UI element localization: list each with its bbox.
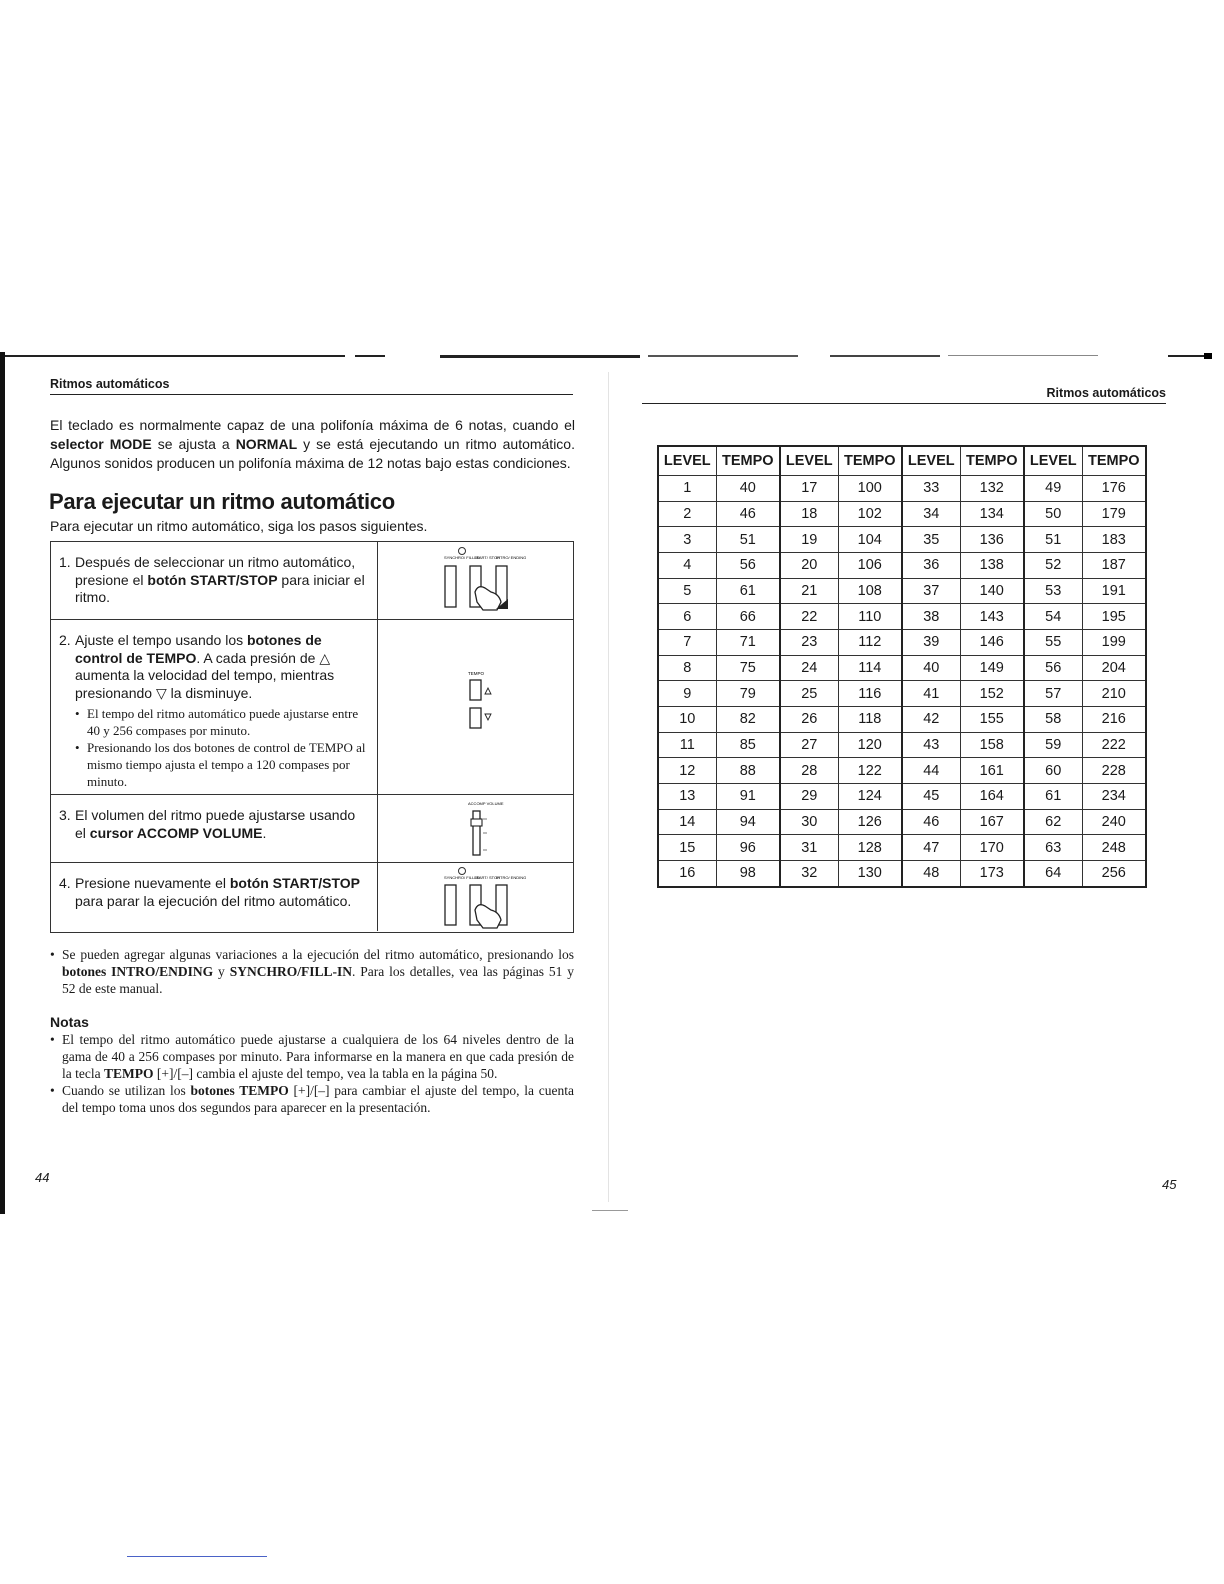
level-cell: 56 xyxy=(1024,655,1082,681)
tempo-cell: 187 xyxy=(1082,552,1146,578)
tempo-cell: 104 xyxy=(838,527,902,553)
level-cell: 37 xyxy=(902,578,960,604)
tempo-cell: 71 xyxy=(716,629,780,655)
level-cell: 31 xyxy=(780,835,838,861)
table-row xyxy=(658,732,1146,758)
level-cell: 47 xyxy=(902,835,960,861)
column-header: TEMPO xyxy=(960,446,1024,476)
level-cell: 28 xyxy=(780,758,838,784)
table-row xyxy=(658,809,1146,835)
tempo-cell: 108 xyxy=(838,578,902,604)
step-4-text: 4. Presione nuevamente el botón START/STOP para parar la ejecución del ritmo automático. xyxy=(51,863,378,931)
tempo-cell: 46 xyxy=(716,501,780,527)
tempo-cell: 118 xyxy=(838,706,902,732)
step-1-text: 1. Después de seleccionar un ritmo automático, presione el botón START/STOP para iniciar el ritmo. xyxy=(51,542,378,619)
step-2-text: 2. Ajuste el tempo usando los botones de control de TEMPO. A cada presión de △ aumenta la velocidad del tempo, mientras presionando ▽ la disminuye. • El tempo del ritmo automático puede ajustarse entre 40 y 256 compases por minuto. • Presionando los dos botones de control de TEMPO al mismo tiempo ajusta el tempo a 120 compases por minuto. xyxy=(51,620,378,794)
right-page-header: Ritmos automáticos xyxy=(642,386,1166,404)
up-triangle-icon xyxy=(485,688,491,694)
level-cell: 43 xyxy=(902,732,960,758)
step-2-bullet: • Presionando los dos botones de control de TEMPO al mismo tiempo ajusta el tempo a 120 compases por minuto. xyxy=(75,739,369,790)
tempo-cell: 176 xyxy=(1082,476,1146,502)
level-cell: 27 xyxy=(780,732,838,758)
tempo-cell: 199 xyxy=(1082,629,1146,655)
tempo-cell: 106 xyxy=(838,552,902,578)
level-cell: 39 xyxy=(902,629,960,655)
label-synchro: SYNCHRO/ FILL-IN xyxy=(444,555,480,560)
label-synchro: SYNCHRO/ FILL-IN xyxy=(444,875,480,880)
start-stop-figure xyxy=(378,542,573,619)
table-row xyxy=(658,783,1146,809)
tempo-cell: 136 xyxy=(960,527,1024,553)
tempo-cell: 94 xyxy=(716,809,780,835)
level-cell: 17 xyxy=(780,476,838,502)
tempo-cell: 116 xyxy=(838,681,902,707)
tempo-cell: 114 xyxy=(838,655,902,681)
synchro-button-icon xyxy=(445,566,456,607)
table-row xyxy=(658,604,1146,630)
label-intro: INTRO/ ENDING xyxy=(496,875,527,880)
start-stop-figure-2 xyxy=(378,863,573,931)
tempo-up-button-icon xyxy=(470,680,481,700)
step-3 xyxy=(51,794,573,862)
level-cell: 29 xyxy=(780,783,838,809)
tempo-cell: 146 xyxy=(960,629,1024,655)
level-cell: 64 xyxy=(1024,860,1082,887)
tempo-cell: 234 xyxy=(1082,783,1146,809)
label-intro: INTRO/ ENDING xyxy=(496,555,527,560)
volume-slider-icon xyxy=(473,811,480,855)
tempo-cell: 91 xyxy=(716,783,780,809)
binding-edge xyxy=(0,352,5,1214)
page-number-right: 45 xyxy=(1162,1177,1177,1192)
level-cell: 19 xyxy=(780,527,838,553)
level-cell: 16 xyxy=(658,860,716,887)
tempo-cell: 61 xyxy=(716,578,780,604)
tempo-cell: 120 xyxy=(838,732,902,758)
notes-list xyxy=(50,1031,574,1116)
tempo-cell: 228 xyxy=(1082,758,1146,784)
level-cell: 21 xyxy=(780,578,838,604)
level-cell: 6 xyxy=(658,604,716,630)
tempo-cell: 96 xyxy=(716,835,780,861)
level-cell: 54 xyxy=(1024,604,1082,630)
step-4 xyxy=(51,862,573,931)
section-heading: Para ejecutar un ritmo automático xyxy=(49,489,395,514)
left-page-header: Ritmos automáticos xyxy=(50,377,573,395)
table-row xyxy=(658,629,1146,655)
level-cell: 14 xyxy=(658,809,716,835)
tempo-cell: 110 xyxy=(838,604,902,630)
level-cell: 46 xyxy=(902,809,960,835)
table-row xyxy=(658,476,1146,502)
level-cell: 57 xyxy=(1024,681,1082,707)
page-number-left: 44 xyxy=(35,1170,50,1185)
level-cell: 62 xyxy=(1024,809,1082,835)
column-header: TEMPO xyxy=(838,446,902,476)
level-cell: 51 xyxy=(1024,527,1082,553)
tempo-cell: 79 xyxy=(716,681,780,707)
tempo-cell: 256 xyxy=(1082,860,1146,887)
tempo-cell: 138 xyxy=(960,552,1024,578)
intro-paragraph: El teclado es normalmente capaz de una polifonía máxima de 6 notas, cuando el selector MODE se ajusta a NORMAL y se está ejecutando un ritmo automático. Algunos sonidos producen un polifonía máxima de 12 notas bajo estas condiciones. xyxy=(50,417,575,471)
level-cell: 24 xyxy=(780,655,838,681)
level-cell: 44 xyxy=(902,758,960,784)
tempo-cell: 161 xyxy=(960,758,1024,784)
tempo-cell: 102 xyxy=(838,501,902,527)
tempo-buttons-figure xyxy=(378,620,573,794)
fold-mark xyxy=(592,1210,628,1211)
level-cell: 42 xyxy=(902,706,960,732)
notes-title: Notas xyxy=(50,1014,89,1030)
level-cell: 49 xyxy=(1024,476,1082,502)
tempo-cell: 204 xyxy=(1082,655,1146,681)
tempo-cell: 51 xyxy=(716,527,780,553)
tempo-cell: 82 xyxy=(716,706,780,732)
step-3-text: 3. El volumen del ritmo puede ajustarse usando el cursor ACCOMP VOLUME. xyxy=(51,795,378,862)
tempo-cell: 210 xyxy=(1082,681,1146,707)
level-cell: 4 xyxy=(658,552,716,578)
level-cell: 40 xyxy=(902,655,960,681)
level-cell: 9 xyxy=(658,681,716,707)
tempo-cell: 195 xyxy=(1082,604,1146,630)
level-cell: 23 xyxy=(780,629,838,655)
steps-table xyxy=(50,541,574,933)
tempo-cell: 56 xyxy=(716,552,780,578)
table-row xyxy=(658,860,1146,887)
level-cell: 60 xyxy=(1024,758,1082,784)
level-cell: 8 xyxy=(658,655,716,681)
step-2-bullet: • El tempo del ritmo automático puede ajustarse entre 40 y 256 compases por minuto. xyxy=(75,705,369,739)
tempo-cell: 149 xyxy=(960,655,1024,681)
tempo-cell: 100 xyxy=(838,476,902,502)
level-cell: 22 xyxy=(780,604,838,630)
step-2-bullets xyxy=(75,705,369,790)
tempo-cell: 66 xyxy=(716,604,780,630)
tempo-cell: 191 xyxy=(1082,578,1146,604)
tempo-cell: 222 xyxy=(1082,732,1146,758)
section-subheading: Para ejecutar un ritmo automático, siga los pasos siguientes. xyxy=(50,518,428,534)
level-cell: 7 xyxy=(658,629,716,655)
level-cell: 15 xyxy=(658,835,716,861)
label-start-stop: START/ STOP xyxy=(474,875,500,880)
level-cell: 53 xyxy=(1024,578,1082,604)
tempo-cell: 170 xyxy=(960,835,1024,861)
indicator-lamp-icon xyxy=(459,548,466,555)
level-cell: 12 xyxy=(658,758,716,784)
level-cell: 58 xyxy=(1024,706,1082,732)
level-cell: 13 xyxy=(658,783,716,809)
tempo-cell: 183 xyxy=(1082,527,1146,553)
level-cell: 25 xyxy=(780,681,838,707)
level-cell: 52 xyxy=(1024,552,1082,578)
table-row xyxy=(658,527,1146,553)
level-cell: 59 xyxy=(1024,732,1082,758)
table-header-row xyxy=(658,446,1146,476)
tempo-cell: 130 xyxy=(838,860,902,887)
level-cell: 32 xyxy=(780,860,838,887)
tempo-cell: 126 xyxy=(838,809,902,835)
tempo-cell: 98 xyxy=(716,860,780,887)
synchro-button-icon xyxy=(445,885,456,925)
accomp-volume-figure xyxy=(378,795,573,862)
table-row xyxy=(658,501,1146,527)
level-cell: 36 xyxy=(902,552,960,578)
tempo-cell: 179 xyxy=(1082,501,1146,527)
table-row xyxy=(658,835,1146,861)
level-cell: 48 xyxy=(902,860,960,887)
level-cell: 30 xyxy=(780,809,838,835)
level-cell: 10 xyxy=(658,706,716,732)
tempo-cell: 124 xyxy=(838,783,902,809)
level-cell: 55 xyxy=(1024,629,1082,655)
scan-top-border xyxy=(0,352,1224,360)
tempo-cell: 216 xyxy=(1082,706,1146,732)
column-header: TEMPO xyxy=(716,446,780,476)
tempo-cell: 85 xyxy=(716,732,780,758)
tempo-cell: 40 xyxy=(716,476,780,502)
level-cell: 50 xyxy=(1024,501,1082,527)
tempo-cell: 173 xyxy=(960,860,1024,887)
tempo-cell: 158 xyxy=(960,732,1024,758)
step-1 xyxy=(51,542,573,619)
level-cell: 38 xyxy=(902,604,960,630)
tempo-cell: 128 xyxy=(838,835,902,861)
table-row xyxy=(658,681,1146,707)
level-cell: 45 xyxy=(902,783,960,809)
tempo-cell: 143 xyxy=(960,604,1024,630)
tempo-table xyxy=(657,445,1147,888)
column-header: TEMPO xyxy=(1082,446,1146,476)
level-cell: 41 xyxy=(902,681,960,707)
tempo-cell: 112 xyxy=(838,629,902,655)
tempo-cell: 164 xyxy=(960,783,1024,809)
tempo-cell: 248 xyxy=(1082,835,1146,861)
tempo-cell: 240 xyxy=(1082,809,1146,835)
tempo-cell: 155 xyxy=(960,706,1024,732)
table-row xyxy=(658,578,1146,604)
variations-note: • Se pueden agregar algunas variaciones a la ejecución del ritmo automático, presionando los botones INTRO/ENDING y SYNCHRO/FILL-IN. Para los detalles, vea las páginas 51 y 52 de este manual. xyxy=(50,946,574,997)
level-cell: 34 xyxy=(902,501,960,527)
level-cell: 5 xyxy=(658,578,716,604)
tempo-cell: 167 xyxy=(960,809,1024,835)
step-2 xyxy=(51,619,573,794)
column-header: LEVEL xyxy=(902,446,960,476)
label-tempo: TEMPO xyxy=(468,671,485,676)
level-cell: 18 xyxy=(780,501,838,527)
column-header: LEVEL xyxy=(1024,446,1082,476)
label-start-stop: START/ STOP xyxy=(474,555,500,560)
level-cell: 11 xyxy=(658,732,716,758)
table-row xyxy=(658,552,1146,578)
level-cell: 63 xyxy=(1024,835,1082,861)
level-cell: 2 xyxy=(658,501,716,527)
tempo-cell: 152 xyxy=(960,681,1024,707)
slider-knob-icon xyxy=(471,819,482,826)
note-item: • El tempo del ritmo automático puede ajustarse a cualquiera de los 64 niveles dentro de la gama de 40 a 256 compases por minuto. Para informarse en la manera en que cada presión de la tecla TEMPO [+]/[–] cambia el ajuste del tempo, vea la tabla en la página 50. xyxy=(50,1031,574,1082)
tempo-cell: 88 xyxy=(716,758,780,784)
tempo-cell: 122 xyxy=(838,758,902,784)
table-row xyxy=(658,655,1146,681)
tempo-cell: 140 xyxy=(960,578,1024,604)
column-header: LEVEL xyxy=(780,446,838,476)
level-cell: 61 xyxy=(1024,783,1082,809)
table-row xyxy=(658,758,1146,784)
level-cell: 35 xyxy=(902,527,960,553)
center-fold xyxy=(608,372,609,1202)
level-cell: 26 xyxy=(780,706,838,732)
column-header: LEVEL xyxy=(658,446,716,476)
level-cell: 3 xyxy=(658,527,716,553)
indicator-lamp-icon xyxy=(459,868,466,875)
table-row xyxy=(658,706,1146,732)
scan-mark xyxy=(127,1556,267,1557)
level-cell: 1 xyxy=(658,476,716,502)
level-cell: 33 xyxy=(902,476,960,502)
tempo-cell: 132 xyxy=(960,476,1024,502)
label-accomp-volume: ACCOMP VOLUME xyxy=(468,801,504,806)
tempo-down-button-icon xyxy=(470,708,481,728)
down-triangle-icon xyxy=(485,714,491,720)
note-item: • Cuando se utilizan los botones TEMPO [+]/[–] para cambiar el ajuste del tempo, la cuenta del tempo toma unos dos segundos para aparecer en la presentación. xyxy=(50,1082,574,1116)
tempo-cell: 75 xyxy=(716,655,780,681)
level-cell: 20 xyxy=(780,552,838,578)
tempo-cell: 134 xyxy=(960,501,1024,527)
